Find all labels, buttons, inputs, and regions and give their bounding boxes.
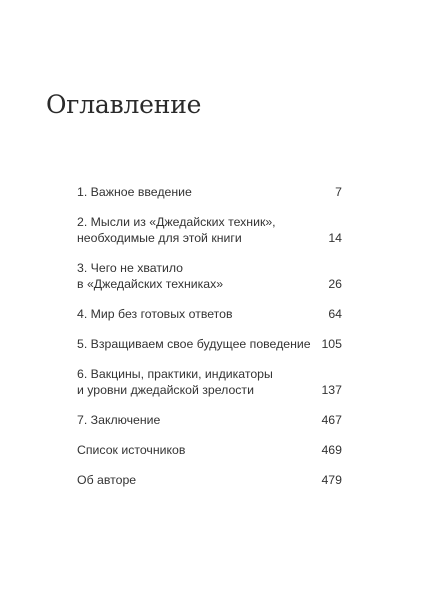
- toc-entry-page: 469: [321, 443, 342, 457]
- toc-entry-page: 479: [321, 473, 342, 487]
- toc-entry-page: 137: [321, 383, 342, 397]
- toc-entry-vaccines[interactable]: [77, 366, 342, 398]
- toc-entry-introduction[interactable]: [77, 184, 342, 200]
- toc-entry-missing[interactable]: [77, 260, 342, 292]
- toc-entry-page: 105: [321, 337, 342, 351]
- toc-entry-title: 4. Мир без готовых ответов: [77, 307, 233, 321]
- toc-entry-title: 7. Заключение: [77, 413, 161, 427]
- toc-entry-sources[interactable]: [77, 442, 342, 458]
- toc-entry-title: 1. Важное введение: [77, 185, 192, 199]
- toc-entry-title: Об авторе: [77, 473, 137, 487]
- toc-entry-title: Список источников: [77, 443, 186, 457]
- toc-entry-conclusion[interactable]: [77, 412, 342, 428]
- page-title: Оглавление: [46, 90, 202, 119]
- toc-entry-page: 467: [321, 413, 342, 427]
- toc-entry-world-without-answers[interactable]: [77, 306, 342, 322]
- toc-entry-title: 6. Вакцины, практики, индикаторы и уровни джедайской зрелости: [77, 367, 273, 397]
- toc-entry-jedi-thoughts[interactable]: [77, 214, 342, 246]
- toc-entry-page: 64: [328, 307, 342, 321]
- toc-entry-title: 3. Чего не хватило в «Джедайских техниках»: [77, 261, 224, 291]
- toc-entry-about-author[interactable]: [77, 472, 342, 488]
- toc-entry-page: 14: [328, 231, 342, 245]
- toc-entry-title: 5. Взращиваем свое будущее поведение: [77, 337, 311, 351]
- toc-entry-page: 7: [335, 185, 342, 199]
- toc-entry-future-behavior[interactable]: [77, 336, 342, 352]
- toc-entry-page: 26: [328, 277, 342, 291]
- toc-entry-title: 2. Мысли из «Джедайских техник», необходимые для этой книги: [77, 215, 276, 245]
- table-of-contents: [77, 184, 342, 502]
